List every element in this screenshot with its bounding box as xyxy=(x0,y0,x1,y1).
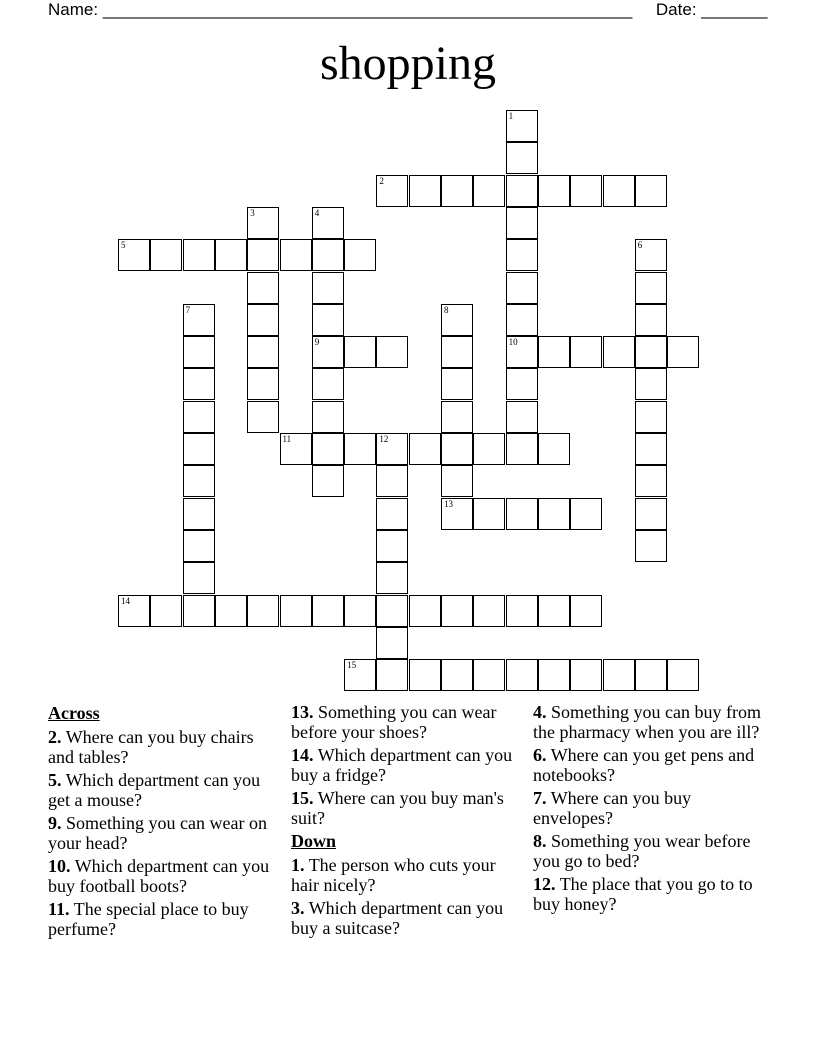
grid-cell[interactable] xyxy=(506,142,538,174)
grid-cell[interactable] xyxy=(441,368,473,400)
grid-cell[interactable] xyxy=(603,659,635,691)
grid-cell[interactable] xyxy=(570,595,602,627)
grid-cell[interactable] xyxy=(570,336,602,368)
grid-cell[interactable] xyxy=(376,659,408,691)
clue-text: Where can you get pens and notebooks? xyxy=(533,745,755,785)
cell-number: 9 xyxy=(314,337,320,348)
clue-number: 5. xyxy=(48,770,62,790)
grid-cell[interactable] xyxy=(247,401,279,433)
grid-cell[interactable] xyxy=(635,530,667,562)
grid-cell[interactable] xyxy=(312,272,344,304)
grid-cell[interactable] xyxy=(183,595,215,627)
clue-text: Something you can wear on your head? xyxy=(48,813,267,853)
clue-across-9 xyxy=(48,813,284,853)
across-heading: Across xyxy=(48,703,100,723)
grid-cell[interactable] xyxy=(538,336,570,368)
header-line xyxy=(48,0,767,20)
grid-cell[interactable] xyxy=(247,368,279,400)
clue-number: 8. xyxy=(533,831,547,851)
grid-cell[interactable] xyxy=(312,304,344,336)
clue-across-10 xyxy=(48,856,284,896)
grid-cell[interactable] xyxy=(280,239,312,271)
grid-cell[interactable] xyxy=(506,239,538,271)
grid-cell[interactable] xyxy=(603,175,635,207)
clue-number: 2. xyxy=(48,727,62,747)
grid-cell[interactable] xyxy=(409,175,441,207)
cell-number: 13 xyxy=(444,498,453,509)
clue-across-15 xyxy=(291,788,527,828)
grid-cell[interactable] xyxy=(409,659,441,691)
grid-cell[interactable] xyxy=(473,498,505,530)
grid-cell[interactable] xyxy=(376,562,408,594)
grid-cell[interactable] xyxy=(376,498,408,530)
grid-cell[interactable] xyxy=(344,659,376,691)
grid-cell[interactable] xyxy=(635,433,667,465)
grid-cell[interactable] xyxy=(538,175,570,207)
grid-cell[interactable] xyxy=(280,595,312,627)
grid-cell[interactable] xyxy=(247,239,279,271)
grid-cell[interactable] xyxy=(183,465,215,497)
cell-number: 6 xyxy=(637,240,643,251)
grid-cell[interactable] xyxy=(344,336,376,368)
grid-cell[interactable] xyxy=(441,498,473,530)
clue-across-14 xyxy=(291,745,527,785)
grid-cell[interactable] xyxy=(183,498,215,530)
grid-cell[interactable] xyxy=(183,401,215,433)
grid-cell[interactable] xyxy=(506,272,538,304)
grid-cell[interactable] xyxy=(538,595,570,627)
grid-cell[interactable] xyxy=(635,304,667,336)
grid-cell[interactable] xyxy=(183,562,215,594)
grid-cell[interactable] xyxy=(441,304,473,336)
grid-cell[interactable] xyxy=(570,175,602,207)
cell-number: 1 xyxy=(508,111,514,121)
clue-text: Something you can wear before your shoes? xyxy=(291,702,497,742)
clue-across-11 xyxy=(48,899,284,939)
cell-number: 7 xyxy=(185,304,191,315)
grid-cell[interactable] xyxy=(183,239,215,271)
cell-number: 15 xyxy=(347,660,357,671)
clue-number: 15. xyxy=(291,788,314,808)
grid-cell[interactable] xyxy=(473,659,505,691)
grid-cell[interactable] xyxy=(635,465,667,497)
grid-cell[interactable] xyxy=(312,207,344,239)
grid-cell[interactable] xyxy=(506,207,538,239)
grid-cell[interactable] xyxy=(473,433,505,465)
grid-cell[interactable] xyxy=(344,239,376,271)
clue-text: The place that you go to to buy honey? xyxy=(533,874,753,914)
grid-cell[interactable] xyxy=(247,304,279,336)
grid-cell[interactable] xyxy=(215,239,247,271)
clues-column-3 xyxy=(533,702,769,917)
puzzle-title: shopping xyxy=(319,37,496,90)
clue-number: 4. xyxy=(533,702,547,722)
clue-down-8 xyxy=(533,831,769,871)
grid-cell[interactable] xyxy=(247,336,279,368)
grid-cell[interactable] xyxy=(312,433,344,465)
grid-cell[interactable] xyxy=(570,659,602,691)
clue-number: 10. xyxy=(48,856,71,876)
grid-cell[interactable] xyxy=(538,659,570,691)
clue-text: Which department can you get a mouse? xyxy=(48,770,261,810)
clue-number: 1. xyxy=(291,855,305,875)
cell-number: 11 xyxy=(282,434,292,444)
grid-cell[interactable] xyxy=(506,110,538,142)
clue-down-1 xyxy=(291,855,527,895)
grid-cell[interactable] xyxy=(183,304,215,336)
grid-cell[interactable] xyxy=(183,530,215,562)
grid-cell[interactable] xyxy=(506,175,538,207)
grid-cell[interactable] xyxy=(603,336,635,368)
grid-cell[interactable] xyxy=(506,336,538,368)
grid-cell[interactable] xyxy=(376,595,408,627)
grid-cell[interactable] xyxy=(247,207,279,239)
cell-number: 2 xyxy=(379,175,384,186)
grid-cell[interactable] xyxy=(312,401,344,433)
cell-number: 8 xyxy=(444,304,449,315)
grid-cell[interactable] xyxy=(441,175,473,207)
grid-cell[interactable] xyxy=(667,336,699,368)
clue-text: Which department can you buy football boots? xyxy=(48,856,270,896)
grid-cell[interactable] xyxy=(183,368,215,400)
grid-cell[interactable] xyxy=(215,595,247,627)
grid-cell[interactable] xyxy=(441,465,473,497)
clue-down-12 xyxy=(533,874,769,914)
grid-cell[interactable] xyxy=(441,659,473,691)
grid-cell[interactable] xyxy=(635,659,667,691)
grid-cell[interactable] xyxy=(635,239,667,271)
clue-text: The special place to buy perfume? xyxy=(48,899,249,939)
clue-down-3 xyxy=(291,898,527,938)
name-blank[interactable]: ________________________________________________________ xyxy=(102,0,633,19)
clues-column-2 xyxy=(291,702,527,941)
grid-cell[interactable] xyxy=(280,433,312,465)
grid-cell[interactable] xyxy=(506,659,538,691)
grid-cell[interactable] xyxy=(344,433,376,465)
clue-down-6 xyxy=(533,745,769,785)
clue-down-7 xyxy=(533,788,769,828)
cell-number: 14 xyxy=(121,595,130,606)
clue-text: Which department can you buy a suitcase? xyxy=(291,898,504,938)
clue-number: 14. xyxy=(291,745,314,765)
clue-text: Where can you buy chairs and tables? xyxy=(48,727,254,767)
grid-cell[interactable] xyxy=(635,272,667,304)
clue-across-2 xyxy=(48,727,284,767)
grid-cell[interactable] xyxy=(312,465,344,497)
grid-cell[interactable] xyxy=(376,433,408,465)
down-heading: Down xyxy=(291,831,337,851)
clue-number: 13. xyxy=(291,702,314,722)
grid-cell[interactable] xyxy=(376,465,408,497)
grid-cell[interactable] xyxy=(635,175,667,207)
clue-number: 6. xyxy=(533,745,547,765)
grid-cell[interactable] xyxy=(441,595,473,627)
clue-text: The person who cuts your hair nicely? xyxy=(291,855,496,895)
grid-cell[interactable] xyxy=(635,336,667,368)
grid-cell[interactable] xyxy=(538,433,570,465)
grid-cell[interactable] xyxy=(441,401,473,433)
clue-text: Which department can you buy a fridge? xyxy=(291,745,513,785)
grid-cell[interactable] xyxy=(570,498,602,530)
clue-down-4 xyxy=(533,702,769,742)
clue-number: 11. xyxy=(48,899,70,919)
grid-cell[interactable] xyxy=(376,627,408,659)
grid-cell[interactable] xyxy=(376,175,408,207)
cell-number: 10 xyxy=(508,337,518,348)
grid-cell[interactable] xyxy=(376,530,408,562)
grid-cell[interactable] xyxy=(635,401,667,433)
cell-number: 3 xyxy=(250,207,255,218)
grid-cell[interactable] xyxy=(473,175,505,207)
grid-cell[interactable] xyxy=(409,433,441,465)
grid-cell[interactable] xyxy=(441,336,473,368)
grid-cell[interactable] xyxy=(118,239,150,271)
cell-number: 12 xyxy=(379,434,389,444)
grid-cell[interactable] xyxy=(473,595,505,627)
clues-column-1 xyxy=(48,702,284,942)
clue-text: Where can you buy man's suit? xyxy=(291,788,504,828)
grid-cell[interactable] xyxy=(150,595,182,627)
grid-cell[interactable] xyxy=(635,368,667,400)
clue-text: Where can you buy envelopes? xyxy=(533,788,692,828)
grid-cell[interactable] xyxy=(667,659,699,691)
clue-number: 12. xyxy=(533,874,556,894)
clue-across-13 xyxy=(291,702,527,742)
grid-cell[interactable] xyxy=(506,304,538,336)
grid-cell[interactable] xyxy=(538,498,570,530)
cell-number: 5 xyxy=(121,240,126,251)
grid-cell[interactable] xyxy=(247,595,279,627)
clue-text: Something you wear before you go to bed? xyxy=(533,831,751,871)
clue-across-5 xyxy=(48,770,284,810)
grid-cell[interactable] xyxy=(506,433,538,465)
clue-text: Something you can buy from the pharmacy when you are ill? xyxy=(533,702,761,742)
grid-cell[interactable] xyxy=(312,595,344,627)
cell-number: 4 xyxy=(314,207,320,218)
grid-cell[interactable] xyxy=(118,595,150,627)
grid-cell[interactable] xyxy=(506,368,538,400)
grid-cell[interactable] xyxy=(183,433,215,465)
grid-cell[interactable] xyxy=(506,498,538,530)
grid-cell[interactable] xyxy=(312,368,344,400)
grid-cell[interactable] xyxy=(409,595,441,627)
clue-number: 3. xyxy=(291,898,305,918)
grid-cell[interactable] xyxy=(150,239,182,271)
grid-cell[interactable] xyxy=(312,239,344,271)
clue-number: 7. xyxy=(533,788,547,808)
name-label: Name: xyxy=(48,0,99,19)
grid-cell[interactable] xyxy=(344,595,376,627)
grid-cell[interactable] xyxy=(376,336,408,368)
date-label: Date: xyxy=(655,0,697,19)
grid-cell[interactable] xyxy=(183,336,215,368)
grid-cell[interactable] xyxy=(441,433,473,465)
grid-cell[interactable] xyxy=(506,595,538,627)
grid-cell[interactable] xyxy=(312,336,344,368)
grid-cell[interactable] xyxy=(247,272,279,304)
grid-cell[interactable] xyxy=(635,498,667,530)
grid-cell[interactable] xyxy=(506,401,538,433)
date-blank[interactable]: _______ xyxy=(701,0,768,19)
clue-number: 9. xyxy=(48,813,62,833)
